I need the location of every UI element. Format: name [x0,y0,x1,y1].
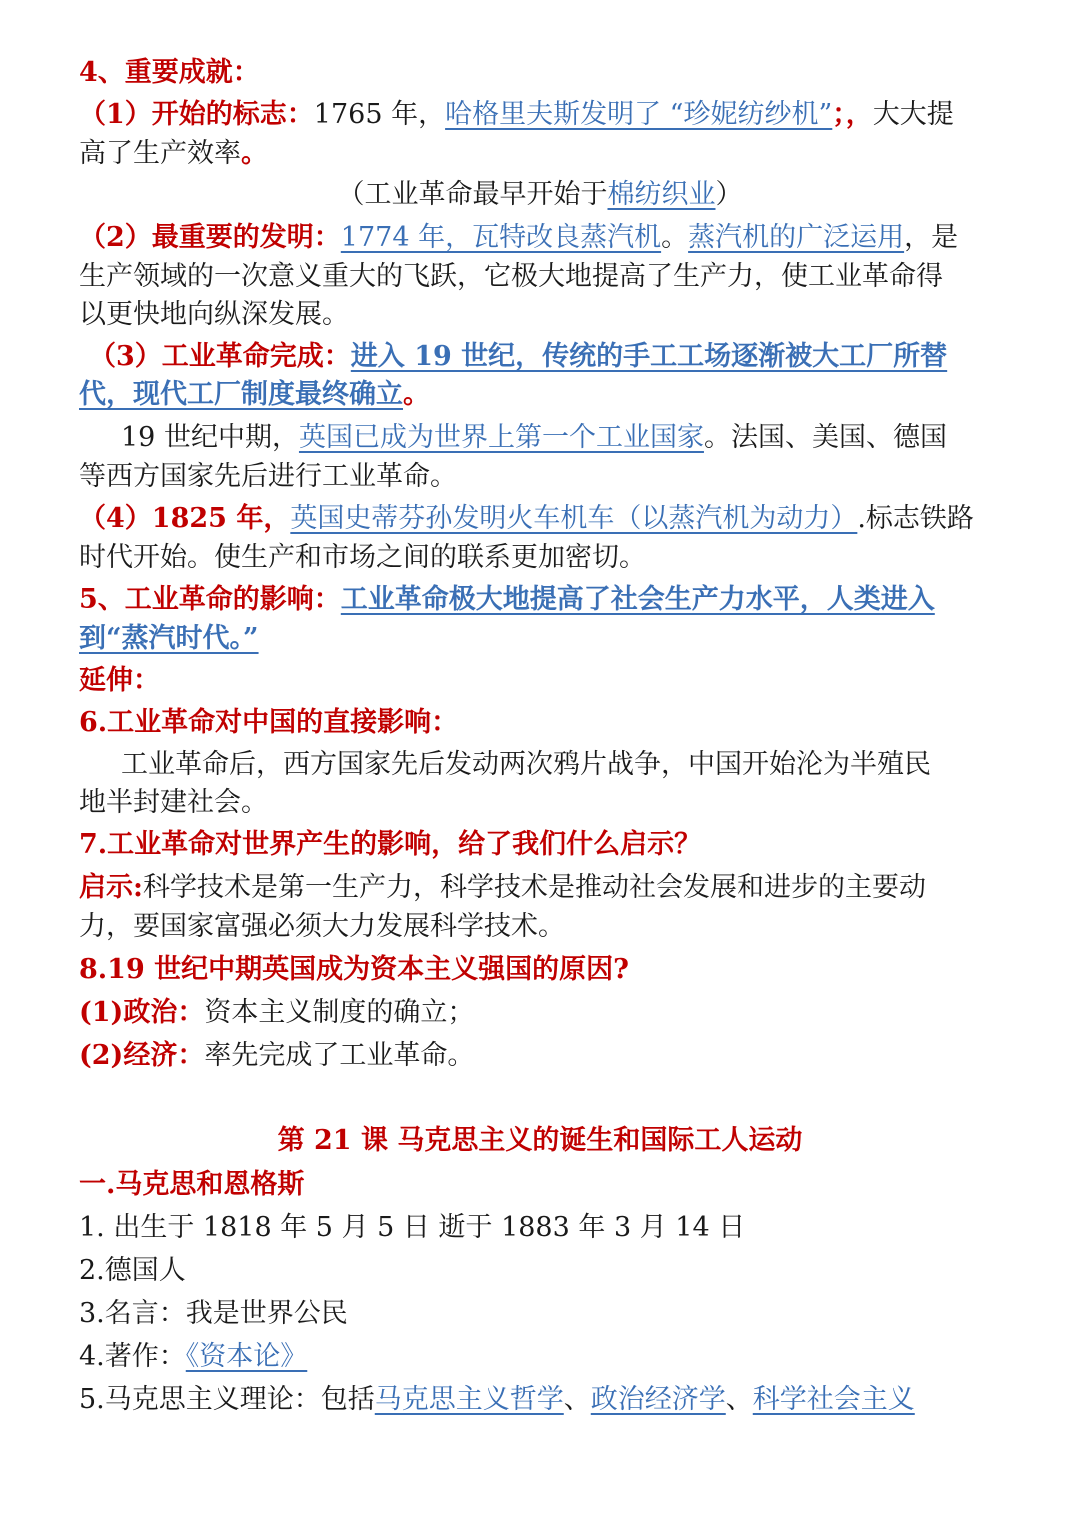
s8-item1-text: 资本主义制度的确立； [204,997,475,1028]
s5-line1 [79,580,935,620]
s4-p2-line1 [79,218,958,258]
l21-item5 [79,1380,915,1420]
s5-link2: 到“蒸汽时代。” [79,623,259,654]
s5-link1: 工业革命极大地提高了社会生产力水平，人类进入 [340,584,935,615]
s6-line1: 工业革命后，西方国家先后发动两次鸦片战争，中国开始沦为半殖民 [121,749,931,780]
s4-p3-end: 。 [403,379,430,410]
s4-p1-punct: ；， [832,99,873,130]
s6-line2: 地半封建社会。 [79,787,268,818]
l21-item4 [79,1337,307,1377]
s4-p1-cont: 高了生产效率 [79,138,241,169]
s4-p3b-line2: 等西方国家先后进行工业革命。 [79,461,457,492]
s4-p1-tail: 大大提 [872,99,954,130]
section-4-heading: 4、重要成就： [79,57,260,88]
l21-item2: 2.德国人 [79,1255,186,1286]
s4-p1-line2 [79,134,268,174]
s4-note-close: ） [715,179,743,210]
section-7-heading: 7.工业革命对世界产生的影响，给了我们什么启示？ [79,829,702,860]
s7-line1 [79,868,926,908]
s4-p3b-tail: 。法国、美国、德国 [703,422,947,453]
s4-p2-tail: ，是 [904,222,959,253]
l21-item4-label: 4.著作： [79,1341,186,1372]
s4-p3b-link: 英国已成为世界上第一个工业国家 [298,422,704,453]
s4-p1-end: 。 [241,138,268,169]
s8-item2 [79,1036,474,1076]
s4-note [0,175,1080,215]
s4-p3-label: （3）工业革命完成： [89,341,351,372]
s8-item2-text: 率先完成了工业革命。 [204,1040,475,1071]
l21-item5-sep2: 、 [725,1384,753,1415]
extension-label: 延伸： [79,665,160,696]
s4-p4-link: 英国史蒂芬孙发明火车机车（以蒸汽机为动力） [290,503,858,534]
s8-item2-label: (2)经济： [79,1040,205,1071]
s4-p3-line1 [89,337,947,377]
s7-text: 科学技术是第一生产力，科学技术是推动社会发展和进步的主要动 [142,872,926,903]
s4-p1-link: 哈格里夫斯发明了 “珍妮纺纱机” [445,99,833,130]
s4-p2-sep: 。 [661,222,689,253]
s4-p1-label: （1）开始的标志： [79,99,314,130]
lesson-21-subheading: 一.马克思和恩格斯 [79,1169,305,1200]
l21-item5-sep1: 、 [563,1384,591,1415]
s4-p4-label: （4）1825 年， [79,503,291,534]
s4-p1-text: 1765 年， [313,99,446,130]
s4-p3-line2 [79,375,430,415]
s5-label: 5、工业革命的影响： [79,584,341,615]
s4-p2-line2: 生产领域的一次意义重大的飞跃，它极大地提高了生产力，使工业革命得 [79,261,943,292]
s4-p4-line1 [79,499,974,539]
l21-item5-link3: 科学社会主义 [752,1384,915,1415]
s7-line2: 力，要国家富强必须大力发展科学技术。 [79,911,565,942]
s4-p2-line3: 以更快地向纵深发展。 [79,299,349,330]
section-8-heading: 8.19 世纪中期英国成为资本主义强国的原因? [79,954,629,985]
s7-label: 启示: [79,872,143,903]
s4-p3-link2: 代，现代工厂制度最终确立 [79,379,403,410]
s4-note-link: 棉纺织业 [607,179,716,210]
s4-p4-tail: .标志铁路 [857,503,974,534]
l21-item5-link1: 马克思主义哲学 [374,1384,564,1415]
l21-item5-link2: 政治经济学 [590,1384,726,1415]
s8-item1-label: (1)政治： [79,997,205,1028]
s4-p1-line1 [79,95,954,135]
s4-p2-link2: 蒸汽机的广泛运用 [688,222,905,253]
s4-p3b-line1 [121,418,947,458]
s4-p2-link1: 1774 年，瓦特改良蒸汽机 [340,222,662,253]
s4-p2-label: （2）最重要的发明： [79,222,341,253]
lesson-21-title: 第 21 课 马克思主义的诞生和国际工人运动 [277,1125,803,1156]
s5-line2 [79,619,259,659]
s4-note-text: （工业革命最早开始于 [337,179,608,210]
l21-item4-link: 《资本论》 [185,1341,308,1372]
s4-p3-link1: 进入 19 世纪，传统的手工工场逐渐被大工厂所替 [350,341,948,372]
l21-item5-label: 5.马克思主义理论：包括 [79,1384,375,1415]
l21-item3: 3.名言：我是世界公民 [79,1298,348,1329]
s4-p3b-text: 19 世纪中期， [121,422,299,453]
s4-p4-line2: 时代开始。使生产和市场之间的联系更加密切。 [79,542,646,573]
section-6-heading: 6.工业革命对中国的直接影响： [79,707,459,738]
s8-item1 [79,993,474,1033]
l21-item1: 1. 出生于 1818 年 5 月 5 日 逝于 1883 年 3 月 14 日 [79,1212,746,1243]
